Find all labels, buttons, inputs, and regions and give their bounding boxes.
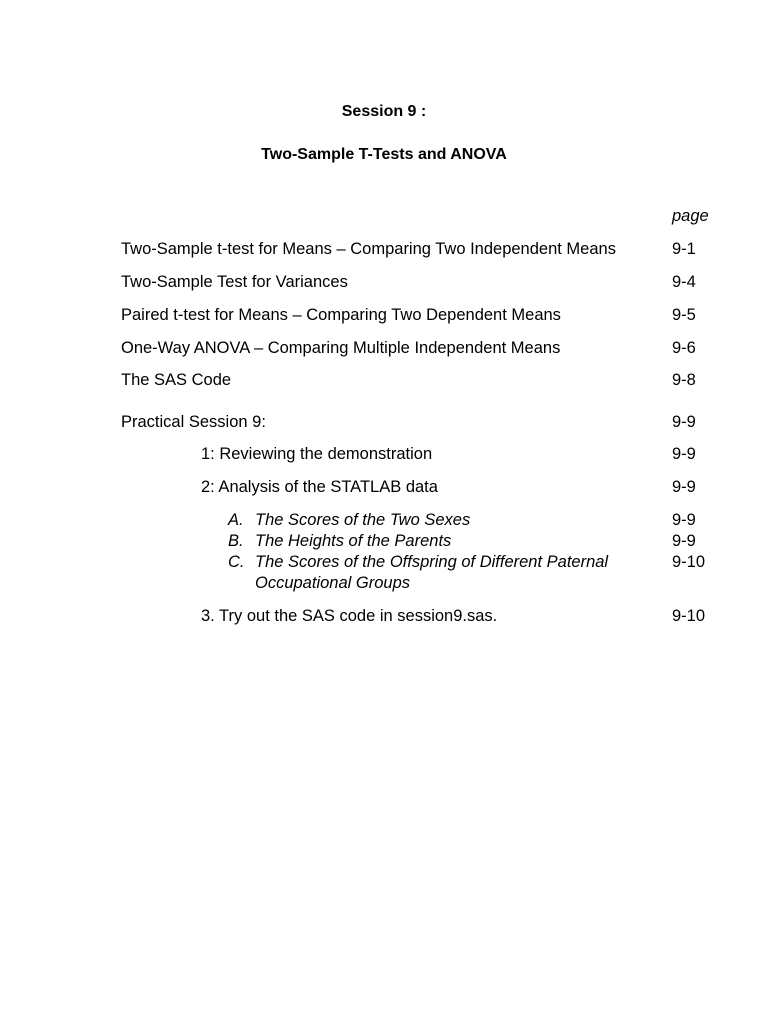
toc-entry-page: 9-6 <box>672 339 696 357</box>
subitem-label-continued: Occupational Groups <box>255 574 411 592</box>
session-title: Two-Sample T-Tests and ANOVA <box>261 146 507 163</box>
practical-item-page: 9-10 <box>672 607 706 625</box>
subitem-marker: B. <box>228 532 244 550</box>
page-column-label: page <box>672 207 709 225</box>
toc-entry-page: 9-8 <box>672 371 696 389</box>
session-heading: Session 9 : <box>341 103 427 120</box>
toc-entry-label: One-Way ANOVA – Comparing Multiple Independent Means <box>121 339 561 357</box>
subitem-page: 9-9 <box>672 511 696 529</box>
subitem-page: 9-10 <box>672 553 706 571</box>
practical-label: Practical Session 9: <box>121 413 266 431</box>
practical-page: 9-9 <box>672 413 696 431</box>
practical-item-label: 3. Try out the SAS code in session9.sas. <box>201 607 498 625</box>
subitem-marker: C. <box>228 553 245 571</box>
toc-entry-page: 9-5 <box>672 306 696 324</box>
practical-item-label: 1: Reviewing the demonstration <box>201 445 433 463</box>
toc-entry-label: Two-Sample Test for Variances <box>121 273 348 291</box>
practical-item-page: 9-9 <box>672 445 696 463</box>
practical-item-page: 9-9 <box>672 478 696 496</box>
toc-entry-label: The SAS Code <box>121 371 232 389</box>
subitem-label: The Scores of the Two Sexes <box>255 511 471 529</box>
toc-entry-label: Two-Sample t-test for Means – Comparing Two Independent Means <box>121 240 616 258</box>
subitem-marker: A. <box>228 511 244 529</box>
subitem-page: 9-9 <box>672 532 696 550</box>
subitem-label: The Scores of the Offspring of Different Paternal <box>255 553 609 571</box>
subitem-label: The Heights of the Parents <box>255 532 452 550</box>
practical-item-label: 2: Analysis of the STATLAB data <box>201 478 438 496</box>
toc-entry-page: 9-1 <box>672 240 696 258</box>
toc-entry-page: 9-4 <box>672 273 696 291</box>
toc-entry-label: Paired t-test for Means – Comparing Two Dependent Means <box>121 306 561 324</box>
